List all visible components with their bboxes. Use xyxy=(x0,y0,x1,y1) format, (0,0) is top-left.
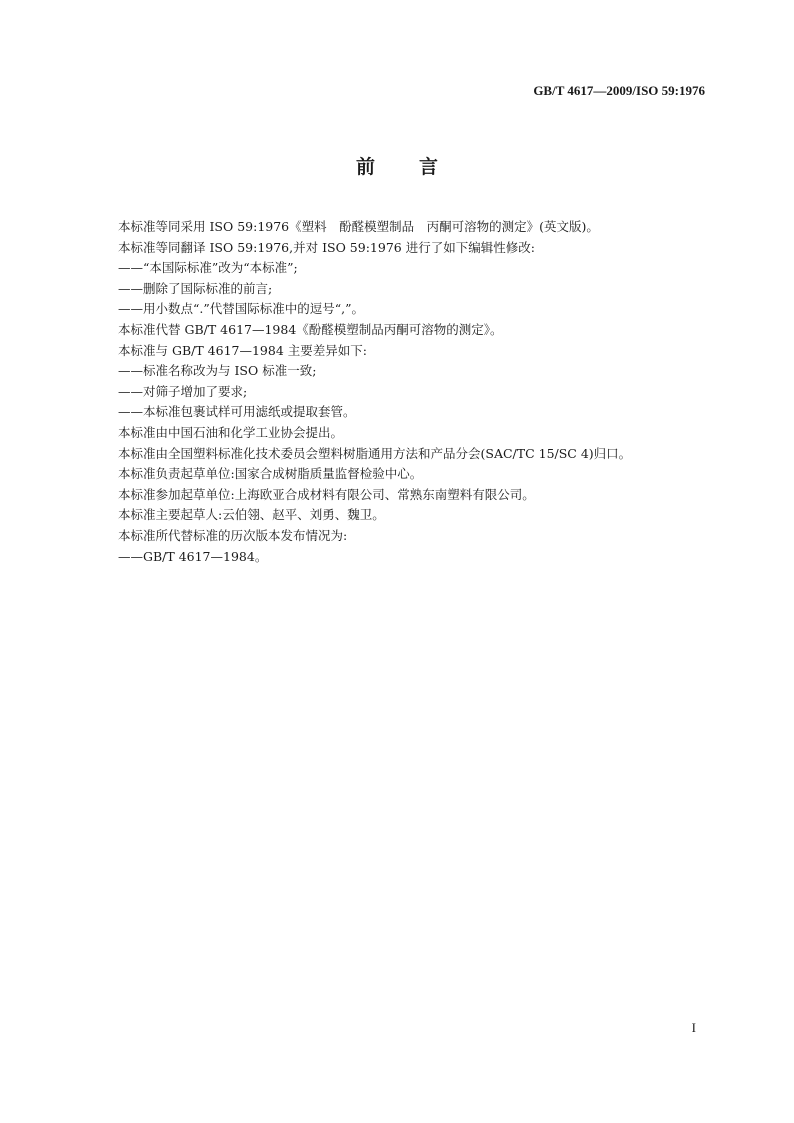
body-line: 本标准主要起草人:云伯翎、赵平、刘勇、魏卫。 xyxy=(118,507,385,523)
body-line: ——“本国际标准”改为“本标准”; xyxy=(118,260,298,276)
body-line: 本标准由中国石油和化学工业协会提出。 xyxy=(118,424,344,440)
body-line: ——本标准包裹试样可用滤纸或提取套管。 xyxy=(118,404,356,420)
body-line: 本标准代替 GB/T 4617—1984《酚醛模塑制品丙酮可溶物的测定》。 xyxy=(118,321,503,337)
body-line: 本标准负责起草单位:国家合成树脂质量监督检验中心。 xyxy=(118,466,423,482)
page-number: I xyxy=(691,1020,696,1035)
body-line: 本标准等同翻译 ISO 59:1976,并对 ISO 59:1976 进行了如下编辑性修改: xyxy=(118,239,535,255)
body-line: 本标准由全国塑料标准化技术委员会塑料树脂通用方法和产品分会(SAC/TC 15/SC 4)归口。 xyxy=(118,445,632,461)
foreword-body xyxy=(118,217,718,567)
body-line: ——GB/T 4617—1984。 xyxy=(118,548,268,564)
body-line: 本标准等同采用 ISO 59:1976《塑料 酚醛模塑制品 丙酮可溶物的测定》(英文版)。 xyxy=(118,219,599,234)
page-title: 前言 xyxy=(355,156,482,178)
body-line: ——对筛子增加了要求; xyxy=(118,383,248,399)
body-line: ——删除了国际标准的前言; xyxy=(118,280,273,296)
body-line: 本标准所代替标准的历次版本发布情况为: xyxy=(118,527,348,543)
standard-code: GB/T 4617—2009/ISO 59:1976 xyxy=(533,83,705,98)
body-line: ——用小数点“.”代替国际标准中的逗号“,”。 xyxy=(118,301,365,317)
body-line: ——标准名称改为与 ISO 标准一致; xyxy=(118,363,317,379)
body-line: 本标准与 GB/T 4617—1984 主要差异如下: xyxy=(118,342,367,358)
body-line: 本标准参加起草单位:上海欧亚合成材料有限公司、常熟东南塑料有限公司。 xyxy=(118,486,535,502)
